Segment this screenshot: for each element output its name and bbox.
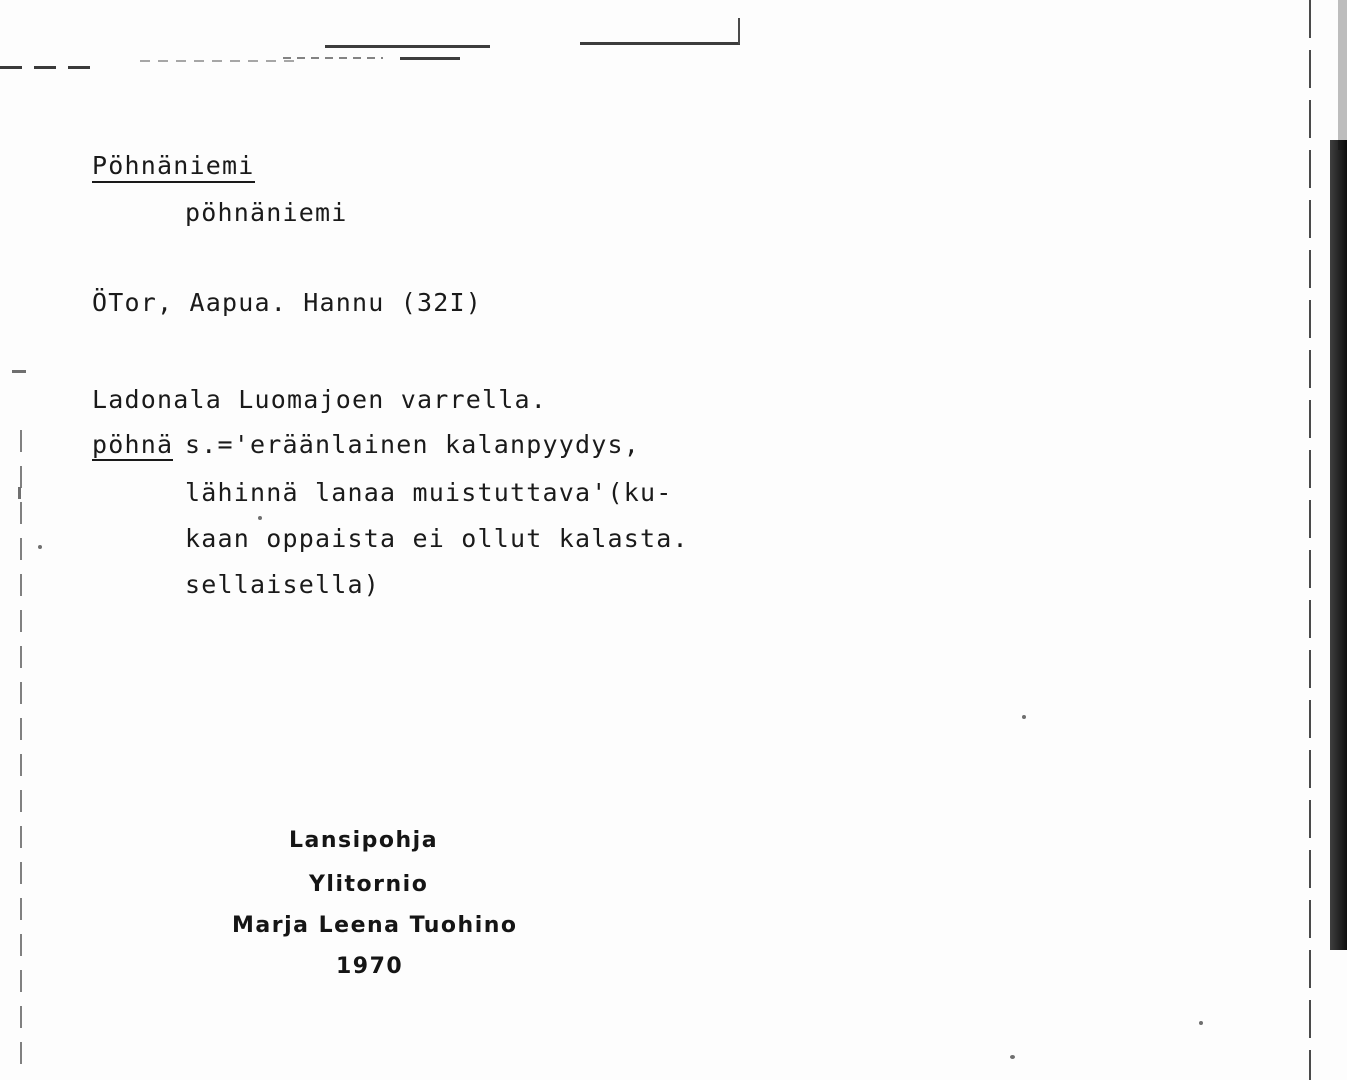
body-line-3: lähinnä lanaa muistuttava'(ku- xyxy=(185,478,673,507)
scan-dash-artifact xyxy=(0,66,100,69)
stamp-year: 1970 xyxy=(336,954,404,979)
definition-text: s.='eräänlainen kalanpyydys, xyxy=(185,430,641,459)
scan-speck xyxy=(1022,715,1026,719)
scan-speck xyxy=(12,370,26,373)
scan-speck xyxy=(18,487,21,499)
stamp-locality: Ylitornio xyxy=(309,872,429,897)
body-line-1: Ladonala Luomajoen varrella. xyxy=(92,385,548,414)
body-line-4: kaan oppaista ei ollut kalasta. xyxy=(185,524,689,553)
scan-speck xyxy=(1199,1021,1203,1025)
headword: Pöhnäniemi xyxy=(92,152,255,183)
source-reference: ÖTor, Aapua. Hannu (32I) xyxy=(92,288,483,317)
scan-dash-artifact xyxy=(140,60,300,62)
scan-tick-artifact xyxy=(738,18,740,44)
scan-speck xyxy=(38,545,42,549)
scan-dash-artifact xyxy=(580,42,740,45)
scan-speck xyxy=(258,516,262,520)
stamp-region: Lansipohja xyxy=(289,828,439,853)
scan-dash-artifact xyxy=(283,57,383,59)
scan-dash-artifact xyxy=(400,57,460,60)
body-line-5: sellaisella) xyxy=(185,570,381,599)
scan-speck xyxy=(1010,1055,1015,1059)
scan-dash-artifact xyxy=(325,45,490,48)
pronunciation: pöhnäniemi xyxy=(185,198,348,227)
page-edge-artifact-left xyxy=(20,430,22,1070)
stamp-collector: Marja Leena Tuohino xyxy=(232,913,518,938)
definition-term: pöhnä xyxy=(92,430,174,459)
scan-shadow-right-top xyxy=(1338,0,1347,150)
